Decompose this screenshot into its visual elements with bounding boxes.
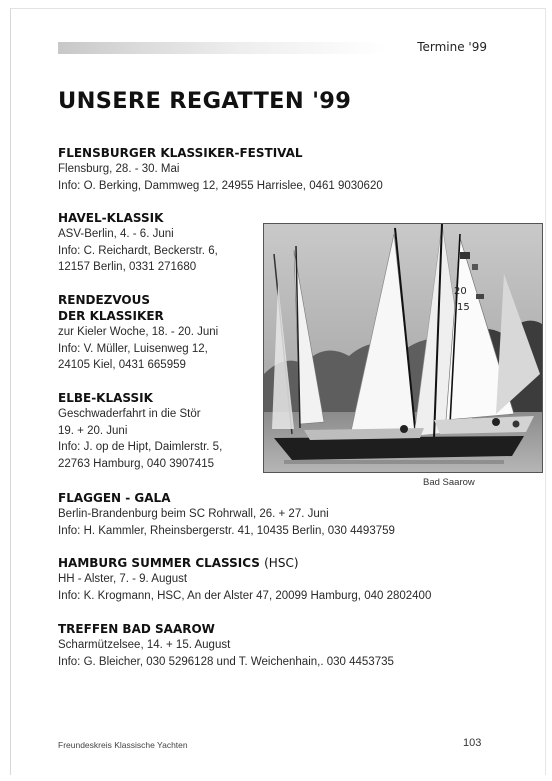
event-line: Info: K. Krogmann, HSC, An der Alster 47, 20099 Hamburg, 040 2802400 (58, 589, 432, 602)
event-line: Geschwaderfahrt in die Stör (58, 408, 201, 420)
event-line: Info: O. Berking, Dammweg 12, 24955 Harrislee, 0461 9030620 (58, 179, 383, 192)
running-head: Termine '99 (417, 40, 487, 54)
event-line: Info: C. Reichardt, Beckerstr. 6, (58, 244, 218, 257)
event-name: ELBE-KLASSIK (58, 391, 153, 405)
regatta-photo (263, 223, 543, 473)
event-line: zur Kieler Woche, 18. - 20. Juni (58, 326, 219, 338)
event-hamburg-summer (58, 555, 431, 604)
event-flaggen-gala (58, 490, 395, 539)
page-number: 103 (463, 737, 482, 749)
event-line: Info: J. op de Hipt, Daimlerstr. 5, (58, 441, 223, 453)
photo-caption: Bad Saarow (423, 477, 475, 488)
event-havel (58, 210, 218, 276)
event-line: Info: H. Kammler, Rheinsbergerstr. 41, 10435 Berlin, 030 4493759 (58, 524, 395, 537)
event-rendezvous (58, 292, 218, 374)
event-line: HH - Alster, 7. - 9. August (58, 573, 188, 585)
event-name: RENDEZVOUS (58, 293, 151, 307)
event-line: 12157 Berlin, 0331 271680 (58, 261, 197, 273)
event-line: Berlin-Brandenburg beim SC Rohrwall, 26. + 27. Juni (58, 508, 329, 520)
page-title: UNSERE REGATTEN '99 (58, 88, 352, 114)
sailing-boats-image (264, 224, 542, 472)
event-name: TREFFEN BAD SAAROW (58, 622, 215, 636)
event-line: 24105 Kiel, 0431 665959 (58, 359, 186, 371)
event-name (58, 555, 431, 571)
event-line: 19. + 20. Juni (58, 424, 128, 437)
event-name: DER KLASSIKER (58, 309, 164, 323)
event-elbe (58, 390, 222, 472)
event-name-suffix: (HSC) (264, 556, 299, 570)
event-line: 22763 Hamburg, 040 3907415 (58, 457, 215, 470)
event-line: Info: G. Bleicher, 030 5296128 und T. Weichenhain,. 030 4453735 (58, 655, 394, 668)
event-line: Scharmützelsee, 14. + 15. August (58, 639, 231, 651)
sail-number-1: 20 (454, 286, 467, 297)
event-flensburg (58, 145, 383, 194)
sail-number-2: 15 (457, 302, 470, 313)
footer-publisher: Freundeskreis Klassische Yachten (58, 740, 188, 750)
event-name: FLAGGEN - GALA (58, 491, 171, 505)
event-name: HAVEL-KLASSIK (58, 211, 164, 225)
event-line: ASV-Berlin, 4. - 6. Juni (58, 228, 174, 240)
event-bad-saarow (58, 621, 394, 670)
scan-smudge (58, 42, 388, 54)
event-line: Flensburg, 28. - 30. Mai (58, 163, 180, 175)
event-line: Info: V. Müller, Luisenweg 12, (58, 342, 208, 355)
event-name-main: HAMBURG SUMMER CLASSICS (58, 556, 260, 570)
event-name: FLENSBURGER KLASSIKER-FESTIVAL (58, 146, 303, 160)
